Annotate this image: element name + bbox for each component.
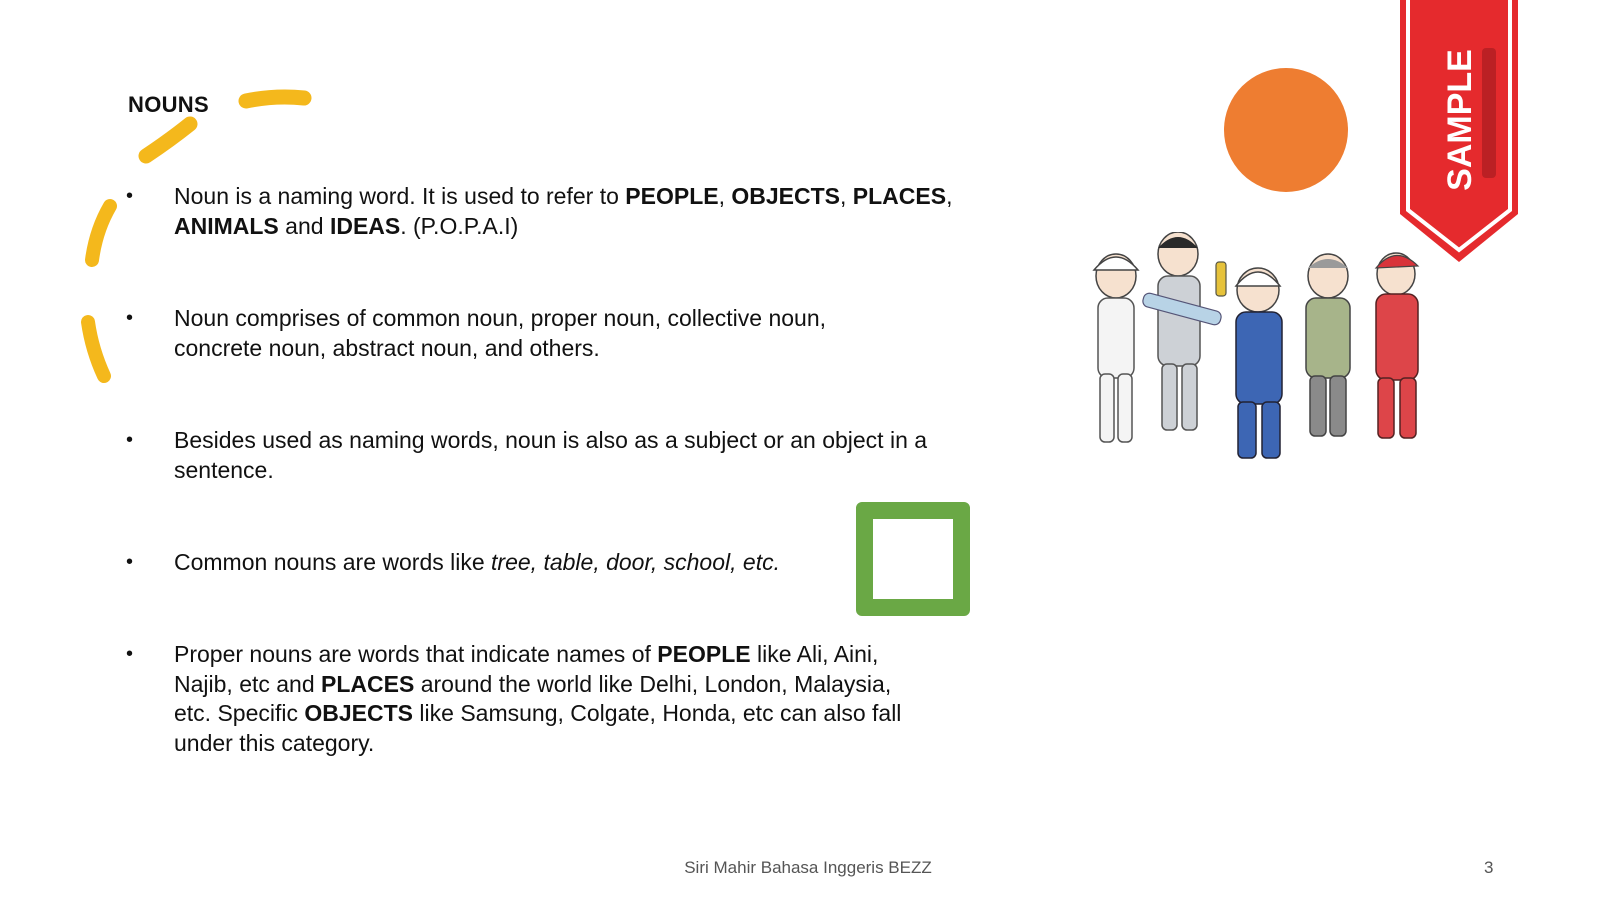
orange-circle — [1224, 68, 1348, 192]
text-run: , — [718, 183, 732, 209]
bullet-marker: • — [126, 429, 134, 451]
bold-run: PLACES — [321, 670, 415, 697]
footer-text: Siri Mahir Bahasa Inggeris BEZZ — [684, 858, 932, 877]
bullet-item-1 — [126, 182, 986, 241]
text-run: Common nouns are words like — [174, 549, 492, 575]
italic-run: tree, table, door, school, etc. — [491, 549, 780, 575]
bullet-item-5 — [126, 640, 926, 758]
bullet-marker: • — [126, 185, 134, 207]
green-square-outline — [856, 502, 970, 616]
page-number: 3 — [1484, 858, 1494, 877]
bullet-text — [174, 548, 846, 578]
bullet-item-3 — [126, 426, 986, 485]
text-run: like Ali, Aini, Najib, etc and — [174, 641, 879, 697]
bold-run: PEOPLE — [625, 183, 719, 209]
bullet-text — [174, 182, 986, 241]
bullet-text — [174, 304, 886, 363]
bullet-text — [174, 426, 986, 485]
bold-run: OBJECTS — [731, 183, 841, 209]
bold-run: OBJECTS — [304, 700, 414, 726]
bold-run: IDEAS — [329, 212, 401, 239]
text-run: , — [946, 183, 953, 209]
text-run: Noun is a naming word. It is used to refer to — [174, 183, 626, 209]
text-run: Proper nouns are words that indicate names of — [174, 641, 658, 667]
bullet-item-2 — [126, 304, 886, 363]
text-run: Besides used as naming words, noun is also as a subject or an object in a sentence. — [174, 427, 928, 483]
bullet-text — [174, 640, 926, 758]
workers-illustration — [1078, 232, 1448, 472]
bold-run: PLACES — [852, 183, 947, 209]
bold-run: ANIMALS — [174, 212, 279, 239]
text-run: and — [278, 212, 330, 239]
text-run: Noun comprises of common noun, proper noun, collective noun, concrete noun, abstract noun, and others. — [174, 305, 827, 361]
bold-run: PEOPLE — [657, 641, 751, 667]
slide-title: NOUNS — [128, 92, 209, 117]
bullet-marker: • — [126, 551, 134, 573]
bullet-marker: • — [126, 307, 134, 329]
text-run: like Samsung, Colgate, Honda, etc can also fall under this category. — [174, 700, 902, 756]
sample-ribbon — [1400, 0, 1518, 262]
bullet-item-4 — [126, 548, 846, 578]
text-run: , — [840, 183, 853, 209]
text-run: around the world like Delhi, London, Malaysia, etc. Specific — [174, 670, 892, 726]
text-run: . (P.O.P.A.I) — [400, 212, 519, 239]
bullet-marker: • — [126, 643, 134, 665]
sample-ribbon-label: SAMPLE — [1441, 49, 1479, 191]
